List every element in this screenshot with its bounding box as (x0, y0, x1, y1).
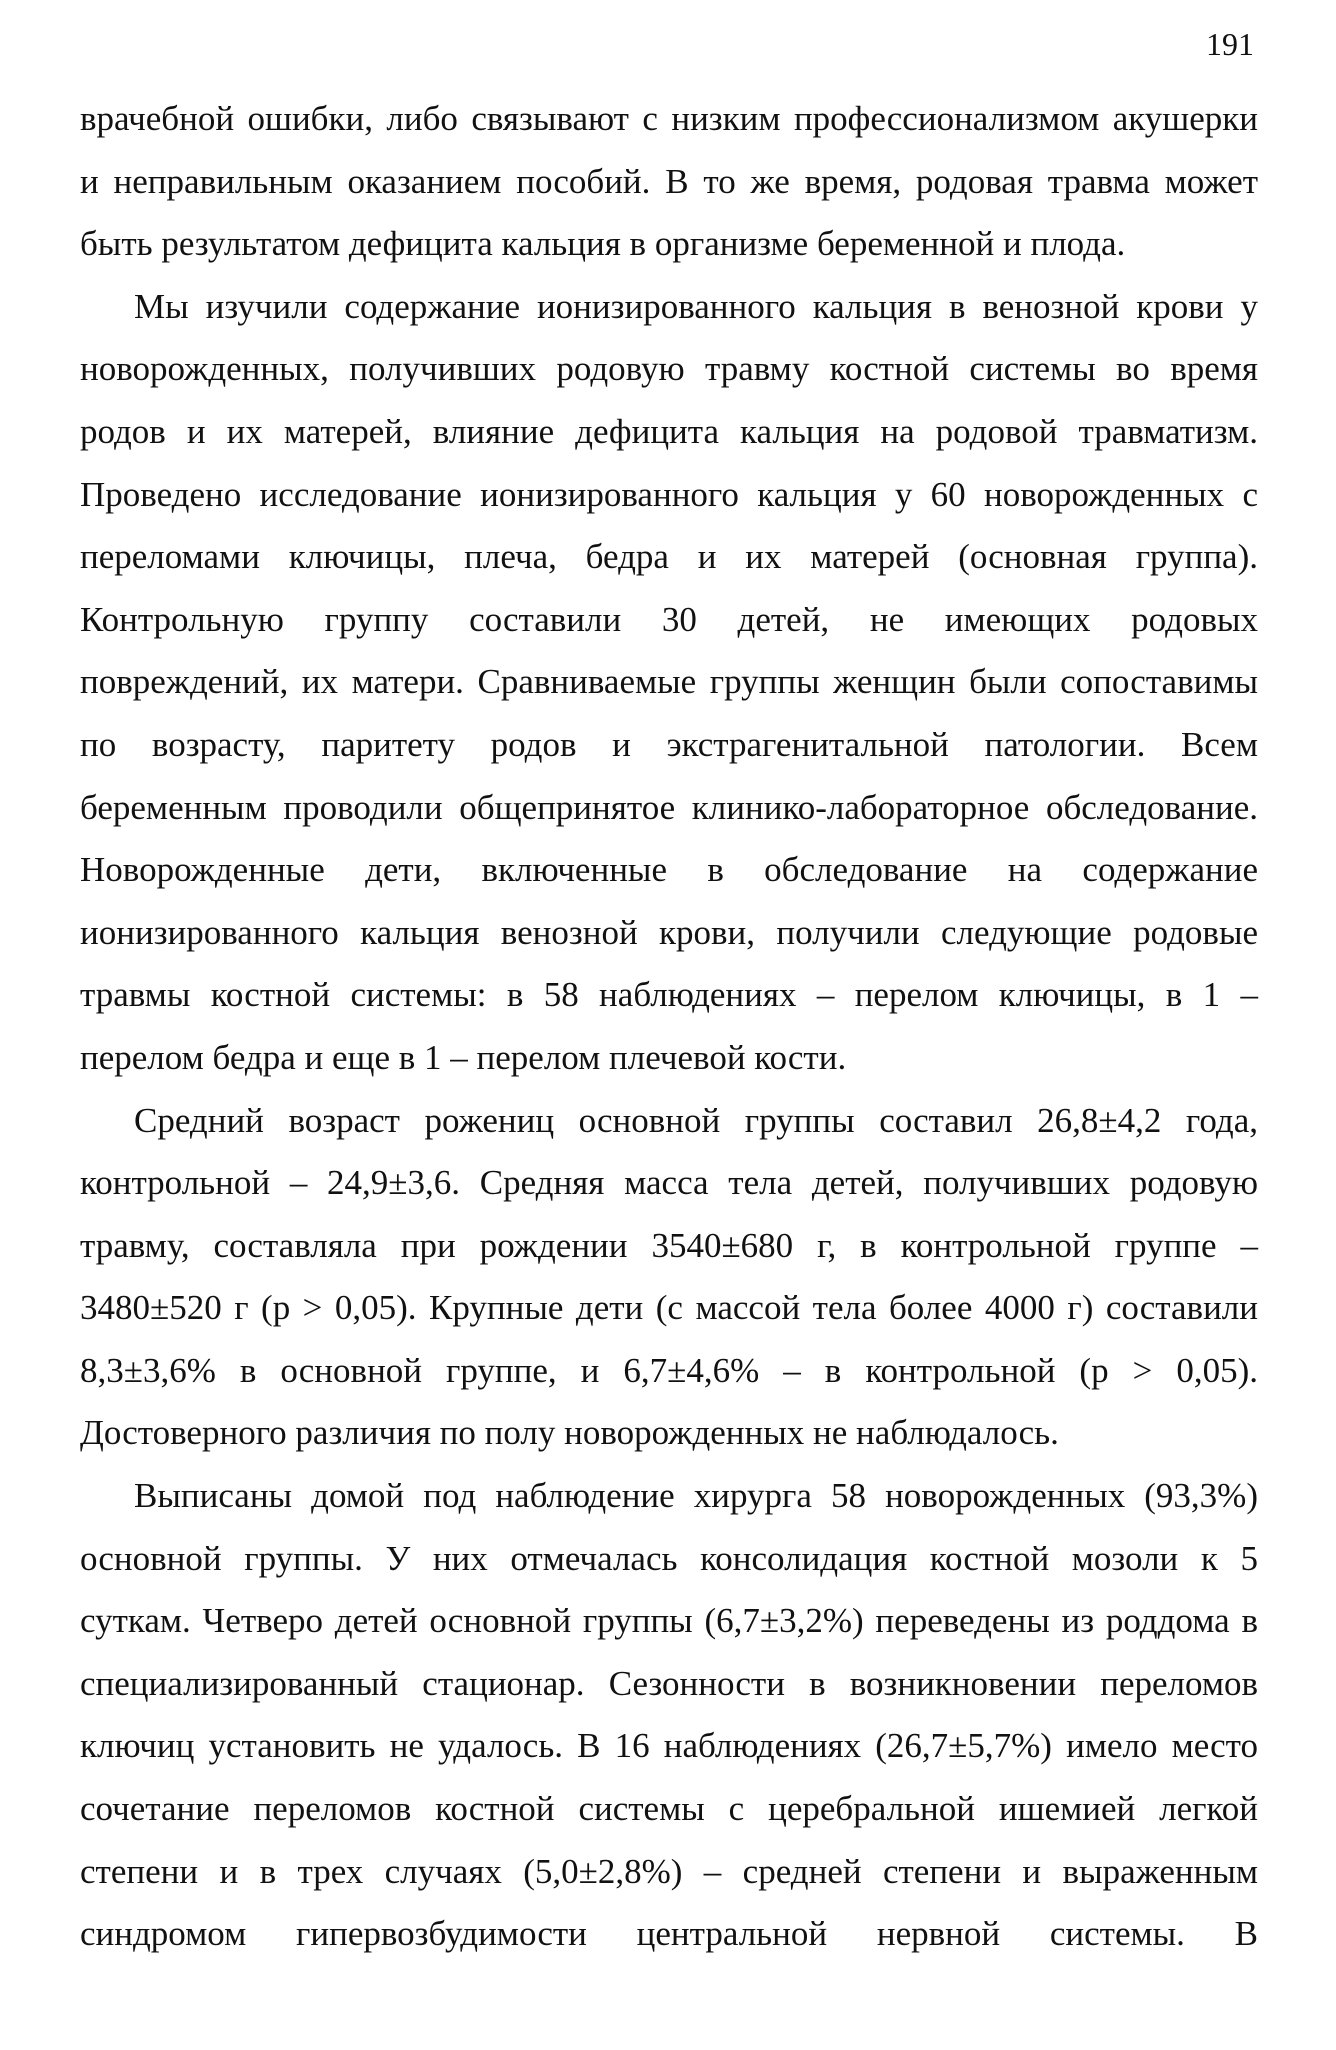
text-line: Контрольную группу составили 30 детей, не имеющих родовых (80, 599, 1258, 639)
text-line: основной группы. У них отмечалась консолидация костной мозоли к 5 (80, 1538, 1258, 1578)
text-line: перелом бедра и еще в 1 – перелом плечевой кости. (80, 1037, 847, 1077)
text-line: родов и их матерей, влияние дефицита кальция на родовой травматизм. (80, 411, 1258, 451)
paragraph (80, 1090, 1258, 1466)
text-line: Достоверного различия по полу новорожденных не наблюдалось. (80, 1413, 1059, 1453)
text-line: суткам. Четверо детей основной группы (6,7±3,2%) переведены из роддома в (80, 1601, 1258, 1641)
text-line: Проведено исследование ионизированного кальция у 60 новорожденных с (80, 474, 1258, 514)
page-number: 191 (1206, 26, 1254, 62)
text-line: Средний возраст рожениц основной группы составил 26,8±4,2 года, (134, 1100, 1258, 1140)
text-line: Выписаны домой под наблюдение хирурга 58 новорожденных (93,3%) (134, 1476, 1258, 1516)
paragraph (80, 88, 1258, 276)
text-line: новорожденных, получивших родовую травму костной системы во время (80, 349, 1258, 389)
text-line: синдромом гипервозбудимости центральной нервной системы. В (80, 1914, 1258, 1954)
text-line: травму, составляла при рождении 3540±680 г, в контрольной группе – (80, 1225, 1258, 1265)
text-line: сочетание переломов костной системы с церебральной ишемией легкой (80, 1789, 1258, 1829)
text-line: переломами ключицы, плеча, бедра и их матерей (основная группа). (80, 537, 1258, 577)
text-line: Новорожденные дети, включенные в обследование на содержание (80, 850, 1258, 890)
text-line: 8,3±3,6% в основной группе, и 6,7±4,6% – в контрольной (р > 0,05). (80, 1350, 1258, 1390)
text-line: ионизированного кальция венозной крови, получили следующие родовые (80, 912, 1258, 952)
text-line: беременным проводили общепринятое клинико-лабораторное обследование. (80, 787, 1258, 827)
text-line: быть результатом дефицита кальция в организме беременной и плода. (80, 224, 1126, 264)
text-line: ключиц установить не удалось. В 16 наблюдениях (26,7±5,7%) имело место (80, 1726, 1258, 1766)
paragraph (80, 1465, 1258, 1966)
paragraph (80, 276, 1258, 1090)
text-line: специализированный стационар. Сезонности в возникновении переломов (80, 1663, 1258, 1703)
text-line: Мы изучили содержание ионизированного кальция в венозной крови у (134, 286, 1258, 326)
text-line: контрольной – 24,9±3,6. Средняя масса тела детей, получивших родовую (80, 1163, 1258, 1203)
text-line: степени и в трех случаях (5,0±2,8%) – средней степени и выраженным (80, 1851, 1258, 1891)
body-text (80, 88, 1258, 1966)
text-line: 3480±520 г (р > 0,05). Крупные дети (с массой тела более 4000 г) составили (80, 1288, 1258, 1328)
text-line: и неправильным оказанием пособий. В то же время, родовая травма может (80, 161, 1258, 201)
text-line: врачебной ошибки, либо связывают с низким профессионализмом акушерки (80, 99, 1258, 138)
text-line: по возрасту, паритету родов и экстрагенитальной патологии. Всем (80, 724, 1258, 764)
text-line: повреждений, их матери. Сравниваемые группы женщин были сопоставимы (80, 662, 1258, 702)
text-line: травмы костной системы: в 58 наблюдениях – перелом ключицы, в 1 – (80, 975, 1258, 1015)
